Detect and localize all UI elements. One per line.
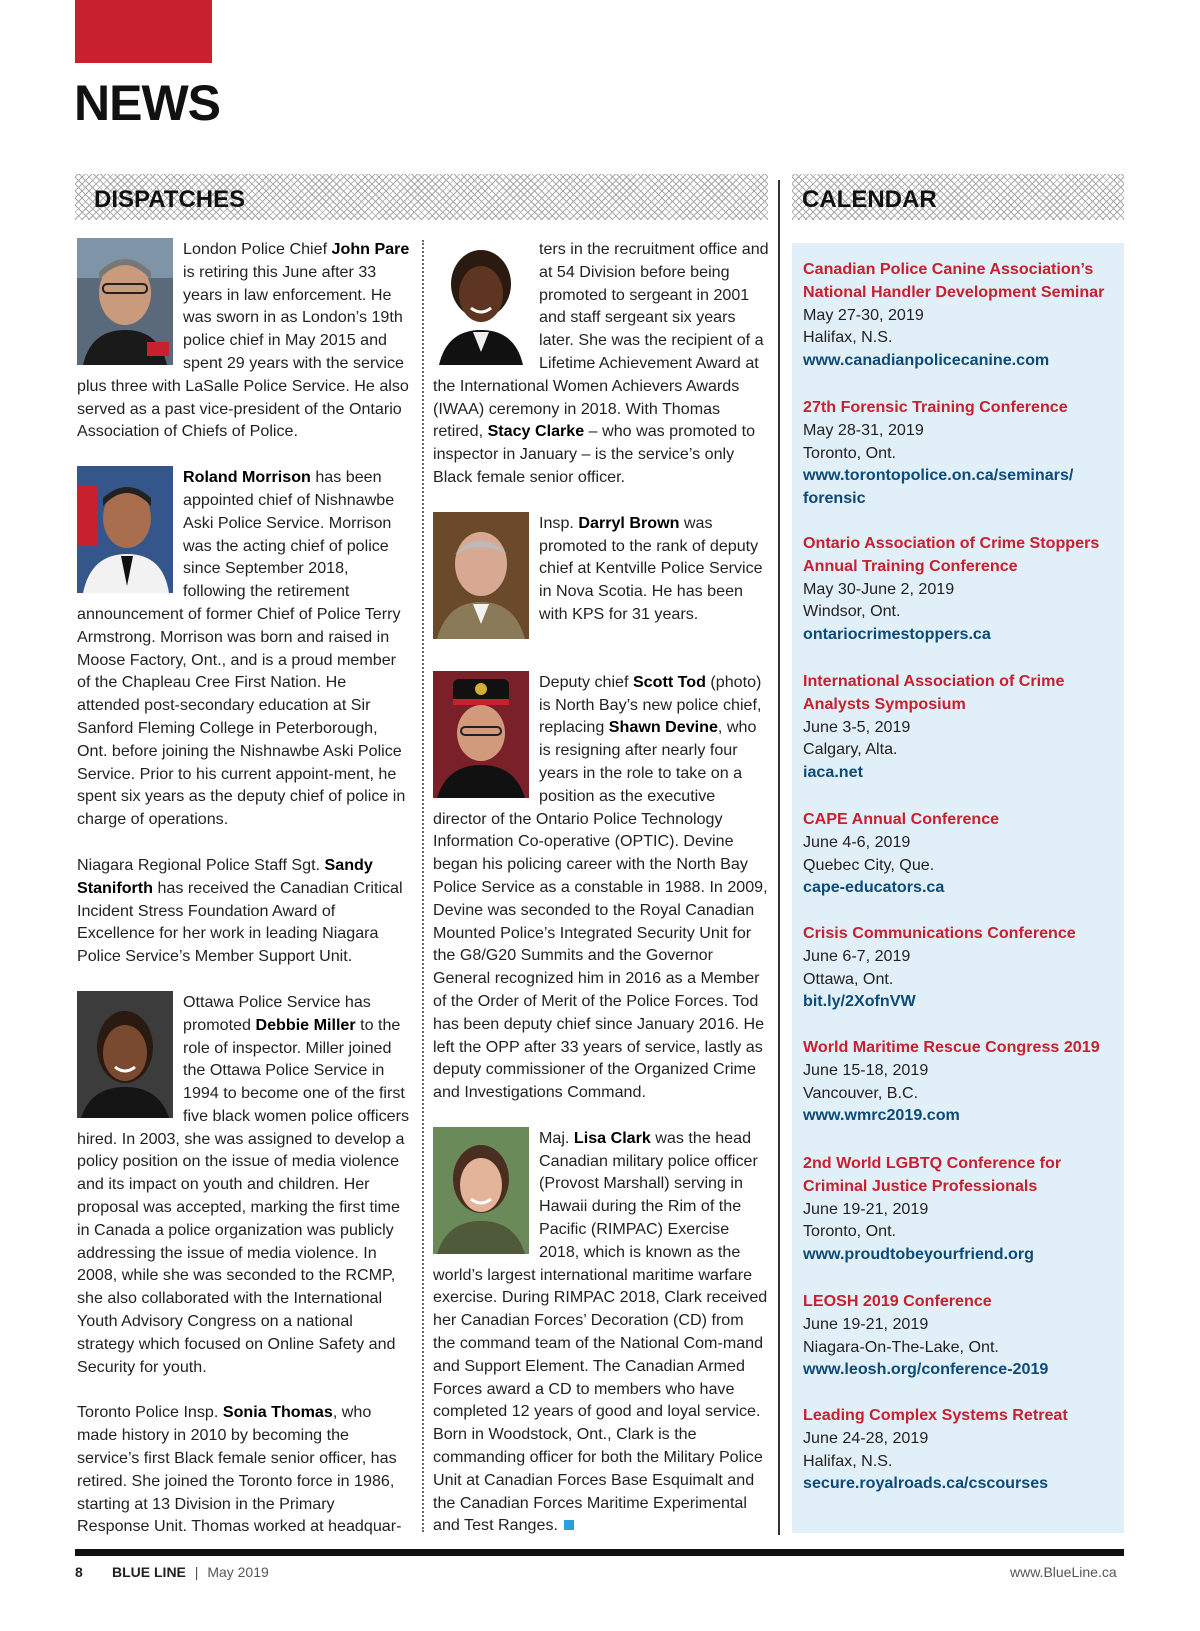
dispatch-item-scott-tod: Deputy chief Scott Tod (photo) is North Bay’s new police chief, replacing Shawn Devine, who is resigning after nearly four years in the role to take on a position as the executive director of the Ontario Police Technology Information Co-operative (OPTIC). Devine began his policing career with the North Bay Police Service as a constable in 1988. In 2009, Devine was seconded to the Royal Canadian Mounted Police’s Integrated Security Unit for the G8/G20 Summits and the Governor General recognized him in 2016 as a Member of the Order of Merit of the Police Forces. Tod has been deputy chief since January 2016. He left the OPP after 33 years of service, lastly as deputy commissioner of the Organized Crime and Investigations Command. <box>433 672 768 1102</box>
dispatch-item-darryl-brown: Insp. Darryl Brown was promoted to the rank of deputy chief at Kentville Police Service in Nova Scotia. He has been with KPS for 31 years. <box>433 512 769 626</box>
calendar-event-title: Crisis Communications Conference <box>803 924 1076 942</box>
column-divider-dotted <box>422 240 424 1532</box>
calendar-event-date: June 3-5, 2019 <box>803 717 911 736</box>
footer-separator: | <box>194 1564 199 1580</box>
calendar-event <box>803 670 1121 784</box>
calendar-event-title: CAPE Annual Conference <box>803 810 1000 828</box>
calendar-event-place: Toronto, Ont. <box>803 443 897 462</box>
column-divider-solid <box>778 180 780 1535</box>
dispatch-item-john-pare: London Police Chief John Pare is retiring this June after 33 years in law enforcement. He was sworn in as London’s 19th police chief in May 2015 and spent 29 years with the service plus three with LaSalle Police Service. He also served as a past vice-president of the Ontario Association of Chiefs of Police. <box>77 240 410 441</box>
calendar-event-place: Toronto, Ont. <box>803 1222 897 1241</box>
calendar-event <box>803 258 1121 372</box>
calendar-event-url[interactable]: www.torontopolice.on.ca/seminars/ forensic <box>803 466 1074 508</box>
calendar-event-title: 2nd World LGBTQ Conference for Criminal Justice Professionals <box>803 1154 1062 1195</box>
calendar-event-date: May 27-30, 2019 <box>803 305 924 324</box>
calendar-event-date: June 15-18, 2019 <box>803 1060 929 1079</box>
dispatch-item-sonia-thomas: Toronto Police Insp. Sonia Thomas, who made history in 2010 by becoming the service’s first Black female senior officer, has retired. She joined the Toronto force in 1986, starting at 13 Division in the Primary Response Unit. Thomas worked at headquar- <box>77 1403 402 1536</box>
calendar-heading: CALENDAR <box>802 186 937 213</box>
calendar-event-url[interactable]: secure.royalroads.ca/cscourses <box>803 1474 1049 1493</box>
calendar-event-place: Niagara-On-The-Lake, Ont. <box>803 1337 999 1356</box>
calendar-event-url[interactable]: www.leosh.org/conference-2019 <box>803 1360 1049 1379</box>
calendar-event-url[interactable]: bit.ly/2XofnVW <box>803 992 916 1011</box>
calendar-event-title: World Maritime Rescue Congress 2019 <box>803 1038 1100 1056</box>
calendar-event-date: June 6-7, 2019 <box>803 946 911 965</box>
calendar-event-url[interactable]: ontariocrimestoppers.ca <box>803 625 991 644</box>
calendar-event-url[interactable]: www.wmrc2019.com <box>803 1106 960 1125</box>
photo-john-pare <box>77 238 173 365</box>
calendar-event-date: May 28-31, 2019 <box>803 420 924 439</box>
end-mark-icon <box>564 1520 574 1530</box>
calendar-event-place: Quebec City, Que. <box>803 855 935 874</box>
calendar-event-place: Halifax, N.S. <box>803 328 893 347</box>
calendar-event <box>803 1152 1121 1266</box>
photo-lisa-clark <box>433 1127 529 1254</box>
calendar-event-title: Canadian Police Canine Association’s National Handler Development Seminar <box>803 260 1105 301</box>
calendar-event <box>803 808 1121 899</box>
calendar-event-url[interactable]: cape-educators.ca <box>803 878 945 897</box>
calendar-event-title: LEOSH 2019 Conference <box>803 1292 992 1310</box>
calendar-event <box>803 1036 1121 1127</box>
footer-magazine-name: BLUE LINE <box>112 1564 186 1580</box>
calendar-event-date: June 24-28, 2019 <box>803 1428 929 1447</box>
calendar-event <box>803 396 1121 510</box>
calendar-event-url[interactable]: www.proudtobeyourfriend.org <box>803 1245 1034 1264</box>
section-title: NEWS <box>74 75 220 131</box>
calendar-event-place: Windsor, Ont. <box>803 602 901 621</box>
dispatch-item-lisa-clark: Maj. Lisa Clark was the head Canadian military police officer (Provost Marshall) serving in Hawaii during the Rim of the Pacific (RIMPAC) Exercise 2018, which is known as the world’s largest international maritime warfare exercise. During RIMPAC 2018, Clark received her Canadian Forces’ Decoration (CD) from the command team of the National Com-mand and Support Element. The Canadian Armed Forces award a CD to members who have completed 12 years of good and loyal service. Born in Woodstock, Ont., Clark is the commanding officer for both the Military Police Unit at Canadian Forces Base Esquimalt and the Canadian Forces Maritime Experimental and Test Ranges. <box>433 1128 768 1535</box>
calendar-event-date: May 30-June 2, 2019 <box>803 579 955 598</box>
photo-scott-tod <box>433 671 529 798</box>
calendar-event-date: June 4-6, 2019 <box>803 832 911 851</box>
dispatches-heading: DISPATCHES <box>94 186 246 213</box>
calendar-event-url[interactable]: www.canadianpolicecanine.com <box>803 351 1050 370</box>
calendar-event-place: Calgary, Alta. <box>803 740 898 759</box>
footer-rule <box>75 1549 1124 1556</box>
footer-magazine <box>112 1565 269 1579</box>
calendar-event-title: Ontario Association of Crime Stoppers Annual Training Conference <box>803 534 1100 575</box>
photo-roland-morrison <box>77 466 173 593</box>
dispatch-item-stacy-clarke: ters in the recruitment office and at 54 Division before being promoted to sergeant in 2001 and staff sergeant six years later. She was the recipient of a Lifetime Achievement Award at the International Women Achievers Awards (IWAA) ceremony in 2018. With Thomas retired, Stacy Clarke – who was promoted to inspector in January – is the service’s only Black female senior officer. <box>433 240 769 486</box>
calendar-event <box>803 1290 1121 1381</box>
dispatch-item-debbie-miller: Ottawa Police Service has promoted Debbie Miller to the role of inspector. Miller joined the Ottawa Police Service in 1994 to become one of the first five black women police officers hired. In 2003, she was assigned to develop a policy position on the issue of media violence and its impact on youth and children. Her proposal was accepted, marking the first time in Canada a police organization was publicly addressing the issue of media violence. In 2008, while she was seconded to the RCMP, she also collaborated with the International Youth Advisory Congress on a national strategy which focused on Online Safety and Security for youth. <box>77 992 410 1376</box>
dispatch-item-sandy-staniforth: Niagara Regional Police Staff Sgt. Sandy Staniforth has received the Canadian Critical Incident Stress Foundation Award of Excellence for her work in leading Niagara Police Service’s Member Support Unit. <box>77 855 403 966</box>
calendar-event-date: June 19-21, 2019 <box>803 1199 929 1218</box>
photo-darryl-brown <box>433 512 529 639</box>
calendar-event-place: Ottawa, Ont. <box>803 969 894 988</box>
photo-debbie-miller <box>77 991 173 1118</box>
header-red-block <box>75 0 212 63</box>
dispatches-middle-column <box>433 238 769 1560</box>
calendar-event-date: June 19-21, 2019 <box>803 1314 929 1333</box>
calendar-event-place: Vancouver, B.C. <box>803 1083 919 1102</box>
footer-page-number: 8 <box>75 1564 83 1580</box>
calendar-event-title: 27th Forensic Training Conference <box>803 398 1068 416</box>
calendar-event <box>803 1404 1121 1495</box>
dispatches-left-column <box>77 238 410 1561</box>
dispatch-item-roland-morrison: Roland Morrison has been appointed chief of Nishnawbe Aski Police Service. Morrison was the acting chief of police since September 2018, following the retirement announcement of former Chief of Police Terry Armstrong. Morrison was born and raised in Moose Factory, Ont., and is a proud member of the Chapleau Cree First Nation. He attended post-secondary education at Sir Sanford Fleming College in Peterborough, Ont. before joining the Nishnawbe Aski Police Service. Prior to his current appoint-ment, he spent six years as the deputy chief of police in charge of operations. <box>77 468 406 829</box>
calendar-event <box>803 922 1121 1013</box>
footer-website[interactable]: www.BlueLine.ca <box>1010 1564 1117 1580</box>
calendar-event-url[interactable]: iaca.net <box>803 763 863 782</box>
calendar-event <box>803 532 1121 646</box>
calendar-event-title: International Association of Crime Analysts Symposium <box>803 672 1065 713</box>
calendar-event-title: Leading Complex Systems Retreat <box>803 1406 1068 1424</box>
footer-issue: May 2019 <box>207 1564 269 1580</box>
calendar-event-place: Halifax, N.S. <box>803 1451 893 1470</box>
photo-sonia-thomas <box>433 238 529 365</box>
